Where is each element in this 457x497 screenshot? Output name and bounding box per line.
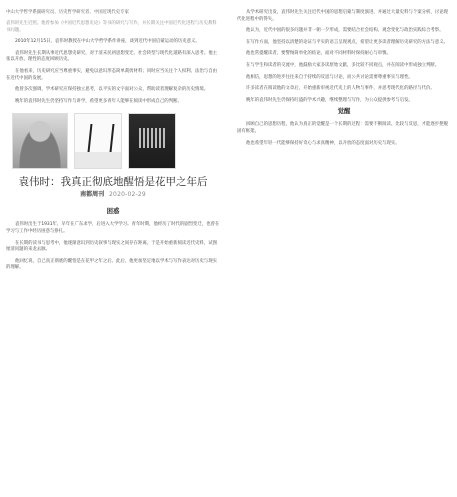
paragraph: 从学术研究出发，袁伟时先生关注近代中国的思想启蒙与制度演进，并通过大量史料与个案分析，讨论现代化进程中的得失。 (237, 10, 448, 22)
left-column (6, 10, 220, 277)
paragraph: 晚年的袁伟时先生仍保持旺盛的学术兴趣，继续整理与写作，为公众提供参考与启发。 (246, 97, 413, 103)
paragraph: 在长期的读书与思考中，他逐渐意识到历史叙事与现实之间存在距离，于是开始重新阅读近代史料，试图厘清问题的来龙去脉。 (6, 240, 217, 253)
publish-date: 2020-02-29 (109, 191, 146, 199)
byline (6, 191, 220, 199)
paragraph: 在与学生和读者的交流中，他鼓励大家多读原始文献，多比较不同观点，并在阅读中形成独立判断。 (246, 62, 440, 68)
paragraph: 回顾自己的思想历程，他认为真正的觉醒是一个长期的过程：需要不断阅读、比较与反思，才能逐步摆脱固有框架。 (237, 122, 448, 134)
lead-line: 袁伟时先生近照。他曾参加《中国近代思想史论》等书的研究与写作，并长期关注中国近代化进程与历史教科书问题。 (6, 21, 217, 33)
lead-line: 中山大学哲学系副研究员、历史哲学研究者、中国近现代史专家 (6, 10, 129, 15)
paragraph: 他认为，近代中国的很多问题并非一朝一夕形成，需要结合社会结构、观念变化与政治实践综合考察。 (246, 28, 444, 34)
paragraph: 他回忆说，自己真正彻底的醒悟是在花甲之年之后。此后，他更加坚定地以学术与写作表达对历史与现实的理解。 (6, 258, 217, 271)
publisher: 南都周刊 (80, 191, 105, 199)
paragraph: 晚年的袁伟时先生仍坚持写作与讲学，希望更多青年人能够在阅读中形成自己的判断。 (15, 98, 182, 104)
right-column (237, 10, 451, 152)
paragraph: 袁伟时出生于1931年，早年在广东求学，后进入大学学习。青年时期，他经历了时代的剧烈变迁，也曾在学习与工作中经历困惑与挣扎。 (6, 222, 220, 234)
portrait-photo (12, 113, 68, 169)
image-row (12, 113, 220, 169)
book-cover-2 (128, 113, 176, 169)
section-title: 觉醒 (337, 107, 351, 116)
paragraph: 他也常提醒读者，要警惕简单化的结论，面对不同材料时保持耐心与审慎。 (246, 51, 391, 57)
paragraph: 他相信，思想的进步往往来自于持续的反思与讨论，而公共讨论需要尊重事实与理性。 (246, 74, 413, 80)
paragraph: 在他看来，历史研究应当尊重事实，避免以意识形态简单裁剪材料；同时应当关注个人权利、法治与自由在近代中国的发展。 (6, 69, 217, 81)
paragraph: 2010年12月15日，袁伟时教授在中山大学哲学系作讲座，谈到近代中国启蒙运动的历史意义。 (15, 39, 200, 45)
paragraph: 他曾多次强调，学术研究应保持独立思考，以平实的文字面对公众，帮助读者理解复杂的历史情境。 (15, 87, 209, 93)
paragraph: 袁伟时先生长期从事近代思想史研究，对于清末民初思想变迁、社会转型与现代化道路有深入思考。他主张以开放、理性的态度回顾历史。 (6, 50, 217, 63)
article-headline: 袁伟时：我真正彻底地醒悟是花甲之年后 (18, 176, 208, 189)
paragraph: 他也希望年轻一代能够保持好奇心与求真精神，以开放的态度面对历史与现实。 (246, 140, 400, 146)
paragraph: 在写作方面，他坚持以清楚的论证与平实的语言呈现观点，希望让更多读者理解历史研究的方法与意义。 (246, 39, 448, 45)
section-title: 困惑 (106, 207, 120, 216)
paragraph: 许多读者在阅读他的文章后，开始重新审视近代史上的人物与事件，并思考现代化的路径与代价。 (246, 86, 435, 92)
book-cover-1 (74, 113, 122, 169)
